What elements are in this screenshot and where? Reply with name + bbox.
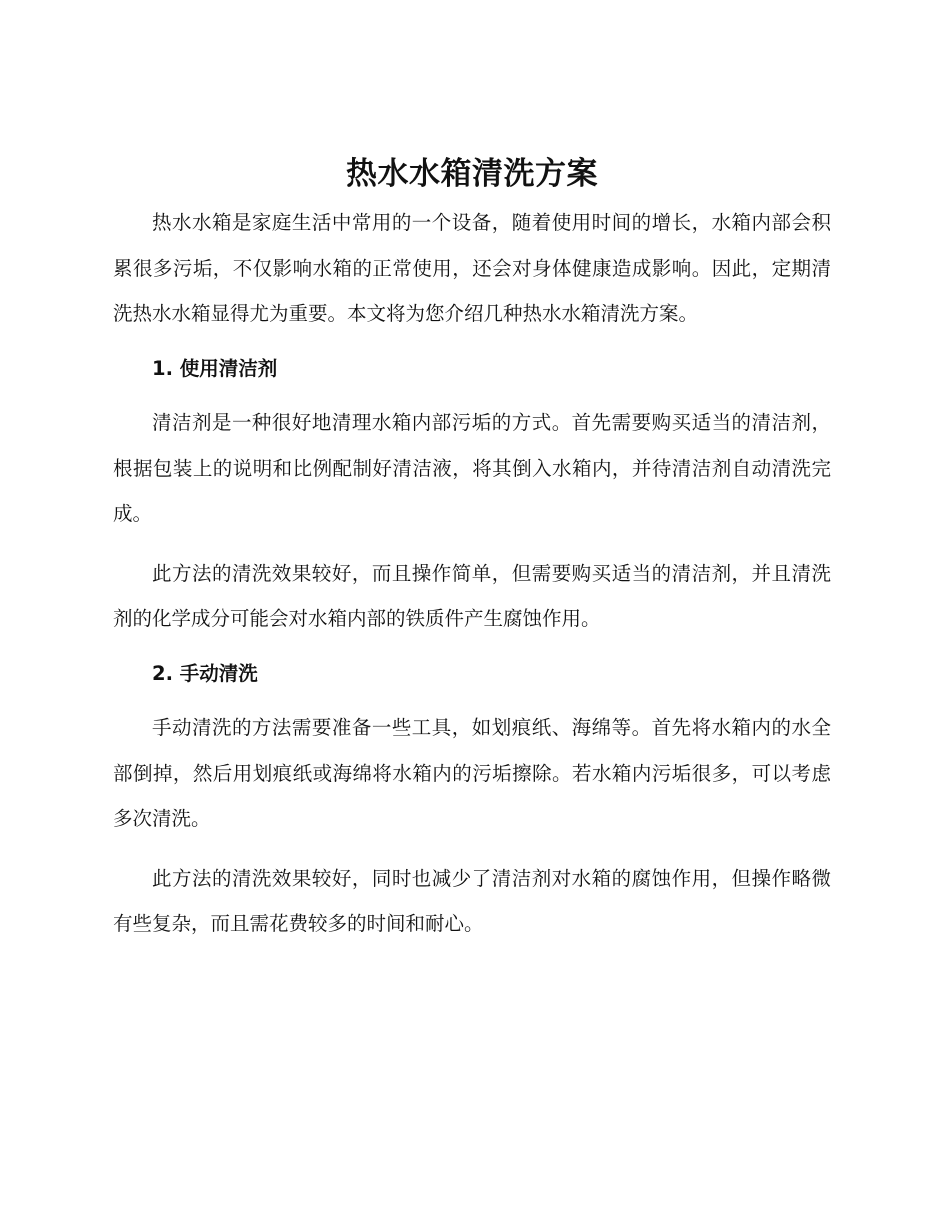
spacer (113, 842, 831, 856)
document-title: 热水水箱清洗方案 (346, 156, 598, 192)
section-paragraph: 手动清洗的方法需要准备一些工具，如划痕纸、海绵等。首先将水箱内的水全部倒掉，然后用划痕纸或海绵将水箱内的污垢擦除。若水箱内污垢很多，可以考虑多次清洗。 (113, 716, 831, 830)
spacer (113, 696, 831, 705)
spacer (113, 337, 831, 346)
section-paragraph: 此方法的清洗效果较好，而且操作简单，但需要购买适当的清洁剂，并且清洗剂的化学成分可能会对水箱内部的铁质件产生腐蚀作用。 (113, 561, 831, 630)
spacer (113, 642, 831, 651)
section-paragraph: 此方法的清洗效果较好，同时也减少了清洁剂对水箱的腐蚀作用，但操作略微有些复杂，而且需花费较多的时间和耐心。 (113, 866, 831, 935)
section-heading-manual: 2. 手动清洗 (152, 661, 258, 685)
section-heading-cleaner: 1. 使用清洁剂 (152, 356, 278, 380)
section-paragraph: 清洁剂是一种很好地清理水箱内部污垢的方式。首先需要购买适当的清洁剂，根据包装上的说明和比例配制好清洁液，将其倒入水箱内，并待清洁剂自动清洗完成。 (113, 411, 831, 525)
document-page (113, 152, 831, 947)
spacer (113, 537, 831, 551)
intro-paragraph: 热水水箱是家庭生活中常用的一个设备，随着使用时间的增长，水箱内部会积累很多污垢，不仅影响水箱的正常使用，还会对身体健康造成影响。因此，定期清洗热水水箱显得尤为重要。本文将为您介绍几种热水水箱清洗方案。 (113, 211, 831, 325)
spacer (113, 391, 831, 400)
